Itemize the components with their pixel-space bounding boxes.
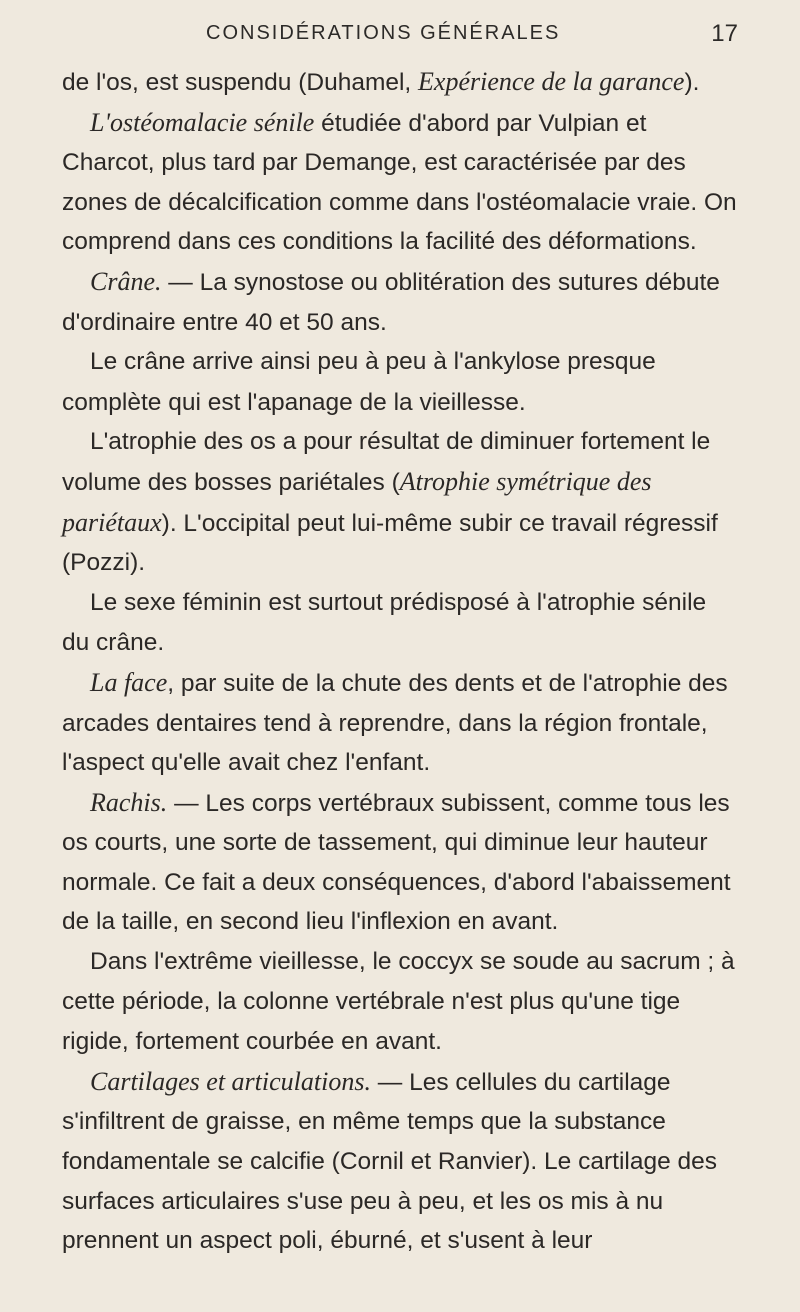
running-title: CONSIDÉRATIONS GÉNÉRALES [206,22,561,44]
paragraph-10-italic: Cartilages et articulations. [90,1066,371,1096]
paragraph-3 [62,262,740,342]
paragraph-7-italic: La face [90,667,168,697]
paragraph-5 [62,422,740,582]
body-text [62,62,740,1261]
paragraph-8-text-end: — Les corps vertébraux subissent, comme tous les os courts, une sorte de tassement, qui diminue leur hauteur normale. Ce fait a deux conséquences, d'abord l'abaissement de la taille, en second lieu l'inflexion en avant. [62,789,731,936]
paragraph-5-text: L'atrophie des os a pour résultat de diminuer fortement le volume des bosses pariétales ( [62,428,711,496]
paragraph-6-text: Le sexe féminin est surtout prédisposé à l'atrophie sénile du crâne. [62,588,707,657]
paragraph-8 [62,783,740,942]
paragraph-9 [62,942,740,1062]
paragraph-1-italic: Expérience de la garance [418,67,685,96]
paragraph-2-italic: L'ostéomalacie sénile [90,107,315,137]
paragraph-6 [62,583,740,663]
paragraph-7 [62,663,740,783]
paragraph-5-italic: Atrophie symétrique des pariétaux [62,466,652,537]
paragraph-10-text-end: — Les cellules du cartilage s'infiltrent de graisse, en même temps que la substance fondamentale se calcifie (Cornil et Ranvier). Le cartilage des surfaces articulaires s'use peu à peu, et les os mis à nu prennent un aspect poli, éburné, et s'usent à leur [62,1068,718,1255]
paragraph-2 [62,103,740,262]
paragraph-1 [62,62,740,103]
paragraph-7-text-end: , par suite de la chute des dents et de l'atrophie des arcades dentaires tend à reprendre, dans la région frontale, l'aspect qu'elle avait chez l'enfant. [62,669,728,777]
paragraph-8-italic: Rachis. [90,787,168,817]
page-number: 17 [711,20,738,47]
paragraph-1-text: de l'os, est suspendu (Duhamel, [62,69,419,96]
paragraph-5-text-end: ). L'occipital peut lui-même subir ce travail régressif (Pozzi). [62,509,718,577]
paragraph-4-text: Le crâne arrive ainsi peu à peu à l'ankylose presque complète qui est l'apanage de la vieillesse. [62,348,656,416]
paragraph-1-text-end: ). [684,69,700,96]
paragraph-2-text-end: étudiée d'abord par Vulpian et Charcot, plus tard par Demange, est caractérisée par des zones de décalcification comme dans l'ostéomalacie vraie. On comprend dans ces conditions la facilité des déformations. [62,109,737,256]
paragraph-3-italic: Crâne. [90,266,162,296]
paragraph-3-text-end: — La synostose ou oblitération des sutures débute d'ordinaire entre 40 et 50 ans. [62,268,720,336]
paragraph-10 [62,1062,740,1261]
paragraph-4 [62,342,740,422]
page-header [62,16,740,56]
paragraph-9-text: Dans l'extrême vieillesse, le coccyx se soude au sacrum ; à cette période, la colonne vertébrale n'est plus qu'une tige rigide, fortement courbée en avant. [62,948,735,1056]
